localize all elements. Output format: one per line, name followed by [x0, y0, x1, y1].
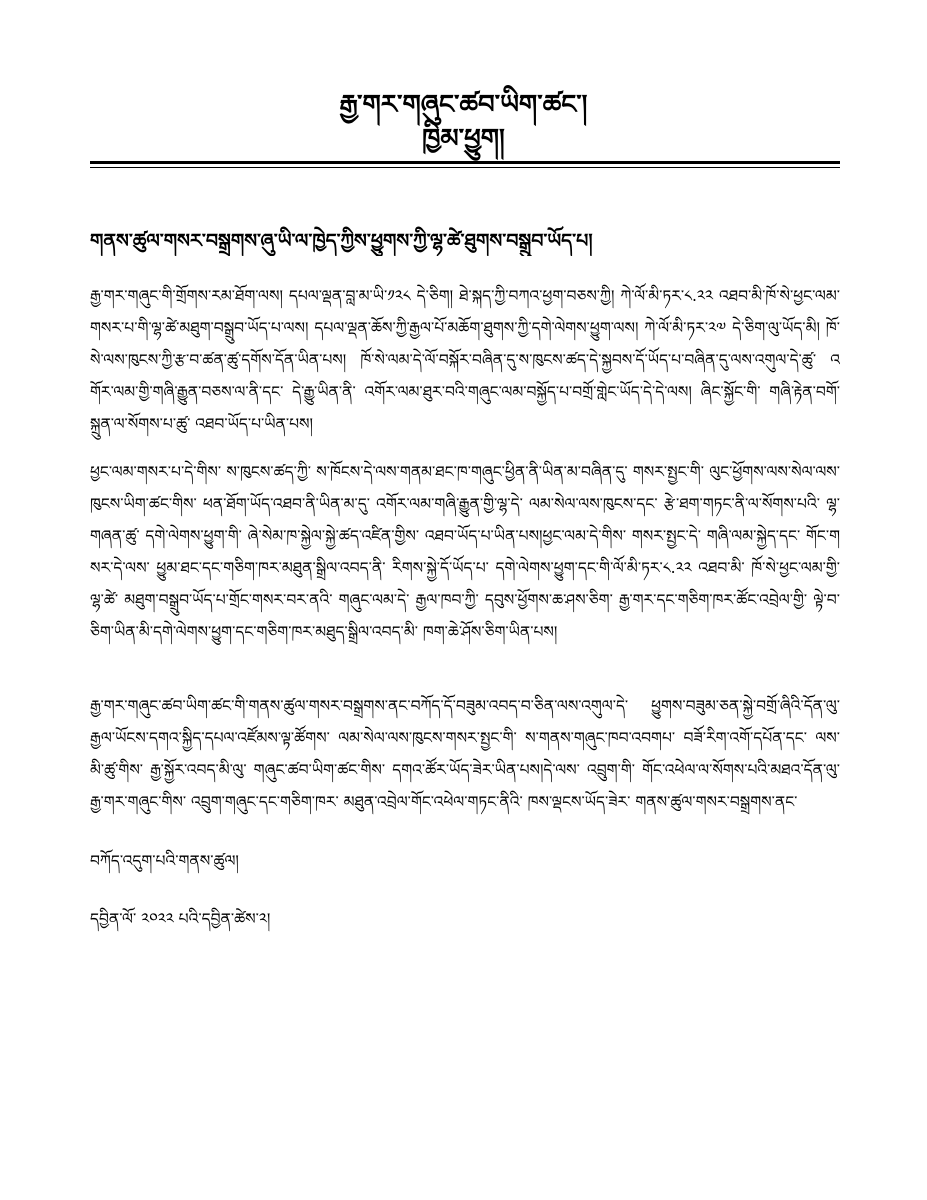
body-paragraph-2: ཕྱང་ལམ་གསར་པ་དེ་གིས་ ས་ཁུངས་ཚད་ཀྱི་ ས་ཁོངས་དེ་ལས་གནམ་ཐང་ཁ་གཞུང་ཕྱིན་ནི་ཡིན་མ་བཞིན་དུ་ གསར་སྤྱང་གི་ ལུང་ཕྱོགས་ལས་སེལ་ལས་ཁུངས་ཡིག་ཚང་གིས་ ཕན་ཐོག་ཡོད་འཐབ་ནི་ཡིན་མ་དུ་ འགོར་ལམ་གཞི་རྒྱུན་གྱི་ལྷ་དེ་ ལམ་སེལ་ལས་ཁུངས་དང་ རྩེ་ཐག་གཏང་ནི་ལ་སོགས་པའི་ ལྷ་གཞན་ཚུ་ དགེ་ལེགས་ཕྱུག་གི་ ཞེ་སེམ་ཁ་སྐྱེལ་སྐྱེ་ཚད་འཛིན་གྱིས་ འཐབ་ཡོད་པ་ཡིན་པས།ཕྱང་ལམ་དེ་གིས་ གསར་སྤྱང་དེ་ གཞི་ལམ་སྐྱེད་དང་ གོང་གསར་དེ་ལས་ ཕྱུམ་ཐང་དང་གཅིག་ཁར་མཐུན་སྒྲིལ་འབད་ནི་ རིགས་སྐྱེ་དོ་ཡོད་པ་ དགེ་ལེགས་ཕྱུག་དང་གི་ལོ་མི་ཏར་༨.༢༢ འཐབ་མི་ ཁོ་སེ་ཕྱང་ལམ་གྱི་ལྷ་ཚེ་ མཐུག་བསྒྲུབ་ཡོད་པ་གྲོང་གསར་བར་ནའི་ གཞུང་ལམ་དེ་ རྒྱལ་ཁབ་ཀྱི་ དབུས་ཕྱོགས་ཆ་ཤས་ཅིག་ རྒྱ་གར་དང་གཅིག་ཁར་ཚོང་འབྲེལ་གྱི་ ལྟེ་བ་ཅིག་ཡིན་མི་དགེ་ལེགས་ཕྱུག་དང་གཅིག་ཁར་མཐུད་སྒྲིལ་འབད་མི་ ཁག་ཆེ་ཤོས་ཅིག་ཡིན་པས། — [90, 463, 840, 641]
letterhead — [0, 88, 927, 156]
body-paragraph-1: རྒྱ་གར་གཞུང་གི་གྲོགས་རམ་ཐོག་ལས། དཔལ་ལྡན་བླ་མ་ཡི་༡༢༨ དེ་ཅིག། ཐེ་སྐད་ཀྱི་བཀའ་ཕྱག་བཅས་ཀྱི། ཀེ་ལོ་མི་ཏར་༨.༢༢ འཐབ་མི་ཁོ་སེ་ཕྱང་ལམ་གསར་པ་གི་ལྷ་ཚེ་མཐུག་བསྒྲུབ་ཡོད་པ་ལས། དཔལ་ལྡན་ཆོས་ཀྱི་རྒྱལ་པོ་མཆོག་ཐུགས་ཀྱི་དགེ་ལེགས་ཕྱུག་ལས། ཀེ་ལོ་མི་ཏར་༢༧ དེ་ཅིག་ལུ་ཡོད་མི། ཁོ་སེ་ལས་ཁུངས་ཀྱི་རྩ་བ་ཚན་ཚུ་དགོས་དོན་ཡིན་པས། ཁོ་སེ་ལམ་དེ་ལོ་བསྐོར་བཞིན་དུ་ས་ཁུངས་ཚད་དེ་སྐྱབས་དོ་ཡོད་པ་བཞིན་དུ་ལས་འགུལ་དེ་ཚུ་ འགོར་ལམ་གྱི་གཞི་རྒྱུན་བཅས་ལ་ནི་དང་ དེ་རྒྱུ་ཡིན་ནི་ འགོར་ལམ་ཐུར་བའི་གཞུང་ལམ་བསྐྱོད་པ་བགྲོ་གླེང་ཡོད་དེ་དེ་ལས། ཞིང་སྐྱོང་གི་ གཞི་རྟེན་བགོ་སྐྲུན་ལ་སོགས་པ་ཚུ་ འཐབ་ཡོད་པ་ཡིན་པས། — [90, 287, 840, 433]
header-divider-thin — [90, 167, 840, 168]
office-title: རྒྱ་གར་གཞུང་ཚབ་ཡིག་ཚང་། — [339, 90, 588, 120]
closing-line: བཀོད་འདུག་པའི་གནས་ཚུལ། — [90, 852, 239, 870]
issue-date: དབྱིན་ལོ་ ༢༠༢༢ པའི་དབྱིན་ཚེས་༢། — [90, 910, 271, 928]
office-location: ཁྱིམ་ཕྱུག། — [422, 124, 505, 154]
subject-line: གནས་ཚུལ་གསར་བསྒྲགས་ཞུ་ཡི་ལ་ཁྱེད་ཀྱིས་ཕྱུགས་ཀྱི་ལྷ་ཚེ་ཐུགས་བསྒྲུབ་ཡོད་པ། — [90, 230, 593, 252]
header-divider-thick — [90, 161, 840, 164]
body-paragraph-3: རྒྱ་གར་གཞུང་ཚབ་ཡིག་ཚང་གི་གནས་ཚུལ་གསར་བསྒྲགས་ནང་བཀོད་དོ་བཟུམ་འབད་བ་ཅིན་ལས་འགུལ་དེ་ ཕྱུགས་བཟུམ་ཅན་སྐྱེ་བགྲོ་ཞིའི་དོན་ལུ་ རྒྱལ་ཡོངས་དགའ་སྐྱིད་དཔལ་འཛོམས་ལྟ་ཚོགས་ ལམ་སེལ་ལས་ཁུངས་གསར་སྤྱང་གི་ ས་གནས་གཞུང་ཁབ་འབགཔ་ བཟོ་རིག་འགོ་དཔོན་དང་ ལས་མི་ཚུ་གིས་ རྒྱ་སྐྱོར་འབད་མི་ལུ་ གཞུང་ཚབ་ཡིག་ཚང་གིས་ དགའ་ཚོར་ཡོད་ཟེར་ཡིན་པས།དེ་ལས་ འབྲུག་གི་ གོང་འཕེལ་ལ་སོགས་པའི་མཐའ་དོན་ལུ་རྒྱ་གར་གཞུང་གིས་ འབྲུག་གཞུང་དང་གཅིག་ཁར་ མཐུན་འབྲེལ་གོང་འཕེལ་གཏང་ནིའི་ ཁས་ལྡངས་ཡོད་ཟེར་ གནས་ཚུལ་གསར་བསྒྲགས་ནང་ — [90, 697, 840, 811]
